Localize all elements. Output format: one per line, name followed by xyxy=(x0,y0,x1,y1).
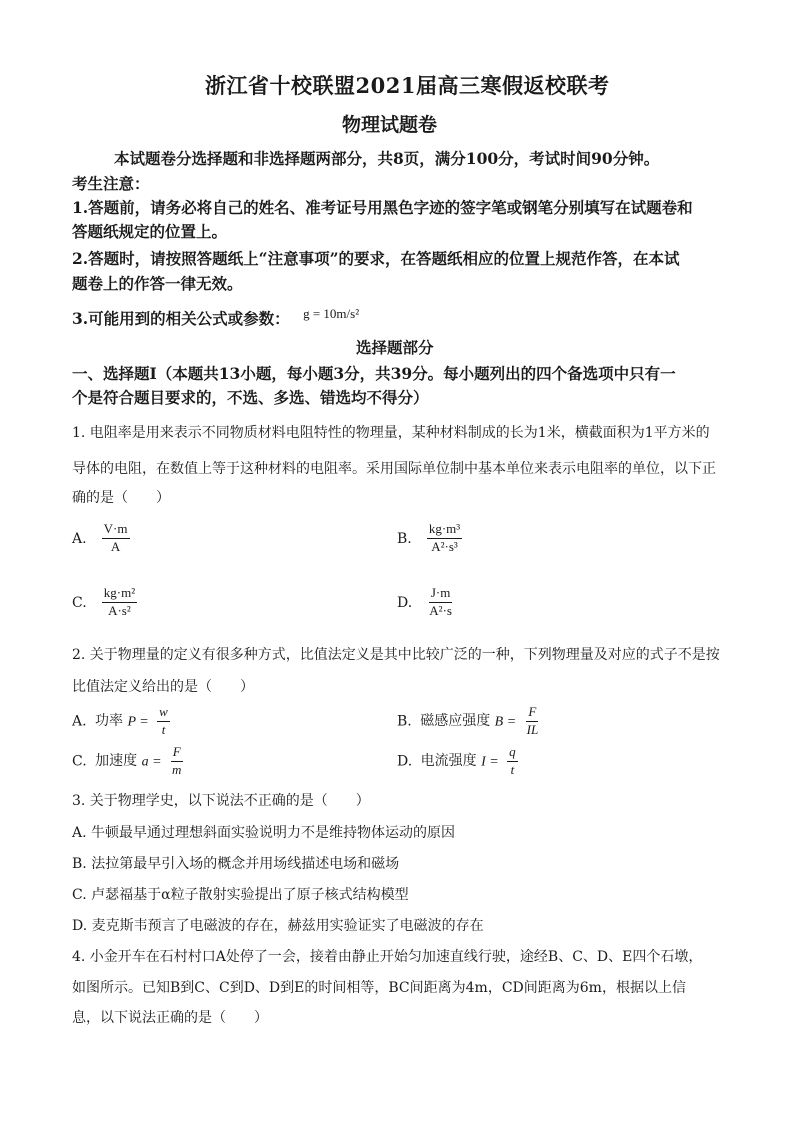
q1-option-a-fraction xyxy=(102,522,130,555)
notice-item-2-cont: 题卷上的作答一律无效。 xyxy=(72,274,243,293)
q1-option-c-fraction xyxy=(102,586,137,619)
q1-option-d[interactable] xyxy=(397,586,454,619)
q3-option-d[interactable]: D. 麦克斯韦预言了电磁波的存在，赫兹用实验证实了电磁波的存在 xyxy=(72,918,484,934)
q1-stem-cont: 导体的电阻，在数值上等于这种材料的电阻率。采用国际单位制中基本单位来表示电阻率的单位，以下正 xyxy=(72,461,716,477)
q1-option-c-label: C. xyxy=(72,594,87,611)
q2-option-d-lhs: I = xyxy=(481,754,499,770)
q1-option-c-numerator: kg·m² xyxy=(102,586,137,603)
q2-option-c-fraction xyxy=(170,745,183,778)
q2-option-b-fraction xyxy=(525,705,541,738)
q2-option-b-denominator: IL xyxy=(526,721,539,737)
part-one-heading-cont: 个是符合题目要求的，不选、多选、错选均不得分） xyxy=(72,388,429,407)
q2-option-c-lhs: a = xyxy=(141,754,162,770)
q4-stem-cont2: 息，以下说法正确的是（ ） xyxy=(72,1010,268,1026)
notice-item-1: 1.答题前，请务必将自己的姓名、准考证号用黑色字迹的签字笔或钢笔分别填写在试题卷和 xyxy=(72,198,693,217)
q2-option-d[interactable] xyxy=(397,745,518,778)
q1-option-a[interactable] xyxy=(72,522,130,555)
q2-option-c[interactable] xyxy=(72,745,183,778)
q1-option-b-numerator: kg·m³ xyxy=(427,522,462,539)
q3-stem: 3. 关于物理学史，以下说法不正确的是（ ） xyxy=(72,793,370,809)
q4-stem: 4. 小金开车在石村村口A处停了一会，接着由静止开始匀加速直线行驶，途经B、C、D、E四个石墩， xyxy=(72,949,703,965)
q2-option-c-label: C. xyxy=(72,753,87,770)
q2-option-d-numerator: q xyxy=(507,745,518,762)
q1-option-d-fraction xyxy=(427,586,454,619)
q2-stem: 2. 关于物理量的定义有很多种方式，比值法定义是其中比较广泛的一种，下列物理量及对应的式子不是按 xyxy=(72,647,720,663)
q1-option-a-label: A. xyxy=(72,530,87,547)
q2-option-c-numerator: F xyxy=(171,745,183,762)
q2-option-a[interactable] xyxy=(72,705,170,738)
q1-option-c[interactable] xyxy=(72,586,137,619)
q2-option-d-denominator: t xyxy=(510,761,515,777)
q1-option-b-denominator: A²·s³ xyxy=(431,538,458,554)
q2-option-a-denominator: t xyxy=(161,721,166,737)
q2-option-b[interactable] xyxy=(397,705,540,738)
q2-option-c-denominator: m xyxy=(171,761,182,777)
q2-option-b-lhs: B = xyxy=(494,714,517,730)
exam-subtitle: 物理试题卷 xyxy=(342,114,438,136)
notice-item-1-cont: 答题纸规定的位置上。 xyxy=(72,222,228,241)
q2-option-d-text: 电流强度 xyxy=(420,753,477,770)
q2-option-a-lhs: P = xyxy=(127,714,149,730)
q2-option-a-label: A. xyxy=(72,713,87,730)
q2-option-c-text: 加速度 xyxy=(95,753,138,770)
q2-option-b-text: 磁感应强度 xyxy=(420,713,491,730)
notice-heading: 考生注意： xyxy=(72,174,150,193)
q1-option-b-label: B. xyxy=(397,530,412,547)
q2-stem-cont: 比值法定义给出的是（ ） xyxy=(72,679,254,695)
notice-item-3 xyxy=(72,307,359,329)
q3-option-a[interactable]: A. 牛顿最早通过理想斜面实验说明力不是维持物体运动的原因 xyxy=(72,825,456,841)
q1-option-d-label: D. xyxy=(397,594,413,611)
part-one-heading: 一、选择题Ⅰ（本题共13小题，每小题3分，共39分。每小题列出的四个备选项中只有一 xyxy=(72,364,676,383)
q3-option-b[interactable]: B. 法拉第最早引入场的概念并用场线描述电场和磁场 xyxy=(72,856,400,872)
q1-stem-cont2: 确的是（ ） xyxy=(72,490,170,506)
q1-option-a-denominator: A xyxy=(110,538,121,554)
q2-option-a-fraction xyxy=(157,705,170,738)
q4-stem-cont: 如图所示。已知B到C、C到D、D到E的时间相等，BC间距离为4m，CD间距离为6m，根据以上信 xyxy=(72,980,686,996)
q2-option-b-label: B. xyxy=(397,713,412,730)
q1-option-b[interactable] xyxy=(397,522,462,555)
exam-title: 浙江省十校联盟2021届高三寒假返校联考 xyxy=(205,73,610,98)
q2-option-a-text: 功率 xyxy=(95,713,124,730)
q2-option-d-label: D. xyxy=(397,753,413,770)
intro-line: 本试题卷分选择题和非选择题两部分，共8页，满分100分，考试时间90分钟。 xyxy=(114,149,660,168)
q2-option-d-fraction xyxy=(507,745,518,778)
q1-option-d-numerator: J·m xyxy=(429,586,453,603)
section-heading: 选择题部分 xyxy=(356,338,434,357)
notice-item-2: 2.答题时，请按照答题纸上“注意事项”的要求，在答题纸相应的位置上规范作答，在本试 xyxy=(72,249,680,268)
q1-option-b-fraction xyxy=(427,522,462,555)
q1-stem: 1. 电阻率是用来表示不同物质材料电阻特性的物理量，某种材料制成的长为1米，横截面积为1平方米的 xyxy=(72,425,710,441)
q2-option-b-numerator: F xyxy=(526,705,538,722)
q1-option-d-denominator: A²·s xyxy=(429,602,452,618)
q2-option-a-numerator: w xyxy=(157,705,170,722)
gravity-formula: g = 10m/s² xyxy=(303,306,360,321)
q3-option-c[interactable]: C. 卢瑟福基于α粒子散射实验提出了原子核式结构模型 xyxy=(72,887,409,903)
q1-option-c-denominator: A·s² xyxy=(108,602,131,618)
notice-item-3-text: 3.可能用到的相关公式或参数： xyxy=(72,309,290,328)
q1-option-a-numerator: V·m xyxy=(102,522,130,539)
